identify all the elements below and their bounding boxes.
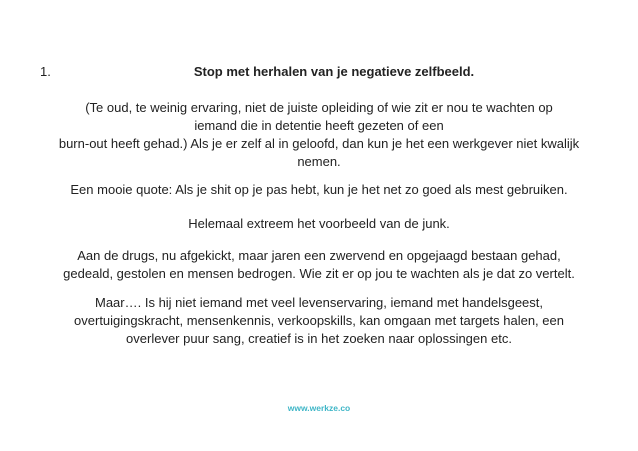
paragraph-junk-example <box>20 215 618 233</box>
paragraph-negative-self-image <box>20 99 618 171</box>
paragraph-line: overlever puur sang, creatief is in het zoeken naar oplossingen etc. <box>126 331 512 346</box>
paragraph-quote <box>20 181 618 199</box>
paragraph-drugs <box>20 247 618 283</box>
footer-website-link[interactable]: www.werkze.co <box>287 403 351 413</box>
heading-row <box>0 63 638 81</box>
paragraph-line: gedeald, gestolen en mensen bedrogen. Wie zit er op jou te wachten als je dat zo vertelt. <box>63 266 575 281</box>
paragraph-line: nemen. <box>297 154 341 169</box>
paragraph-line: iemand die in detentie heeft gezeten of een <box>194 118 444 133</box>
paragraph-line: Helemaal extreem het voorbeeld van de junk. <box>188 216 450 231</box>
paragraph-line: burn-out heeft gehad.) Als je er zelf al in geloofd, dan kun je het een werkgever niet kwalijk <box>58 136 580 151</box>
paragraph-line: Aan de drugs, nu afgekickt, maar jaren een zwervend en opgejaagd bestaan gehad, <box>77 248 561 263</box>
paragraph-line: (Te oud, te weinig ervaring, niet de juiste opleiding of wie zit er nou te wachten op <box>85 100 553 115</box>
heading-title: Stop met herhalen van je negatieve zelfbeeld. <box>193 64 475 79</box>
paragraph-line: Een mooie quote: Als je shit op je pas hebt, kun je het net zo goed als mest gebruiken. <box>70 182 568 197</box>
paragraph-line: overtuigingskracht, mensenkennis, verkoopskills, kan omgaan met targets halen, een <box>74 313 564 328</box>
paragraph-but <box>20 294 618 348</box>
paragraph-line: Maar…. Is hij niet iemand met veel levenservaring, iemand met handelsgeest, <box>95 295 543 310</box>
heading-number: 1. <box>40 64 51 79</box>
